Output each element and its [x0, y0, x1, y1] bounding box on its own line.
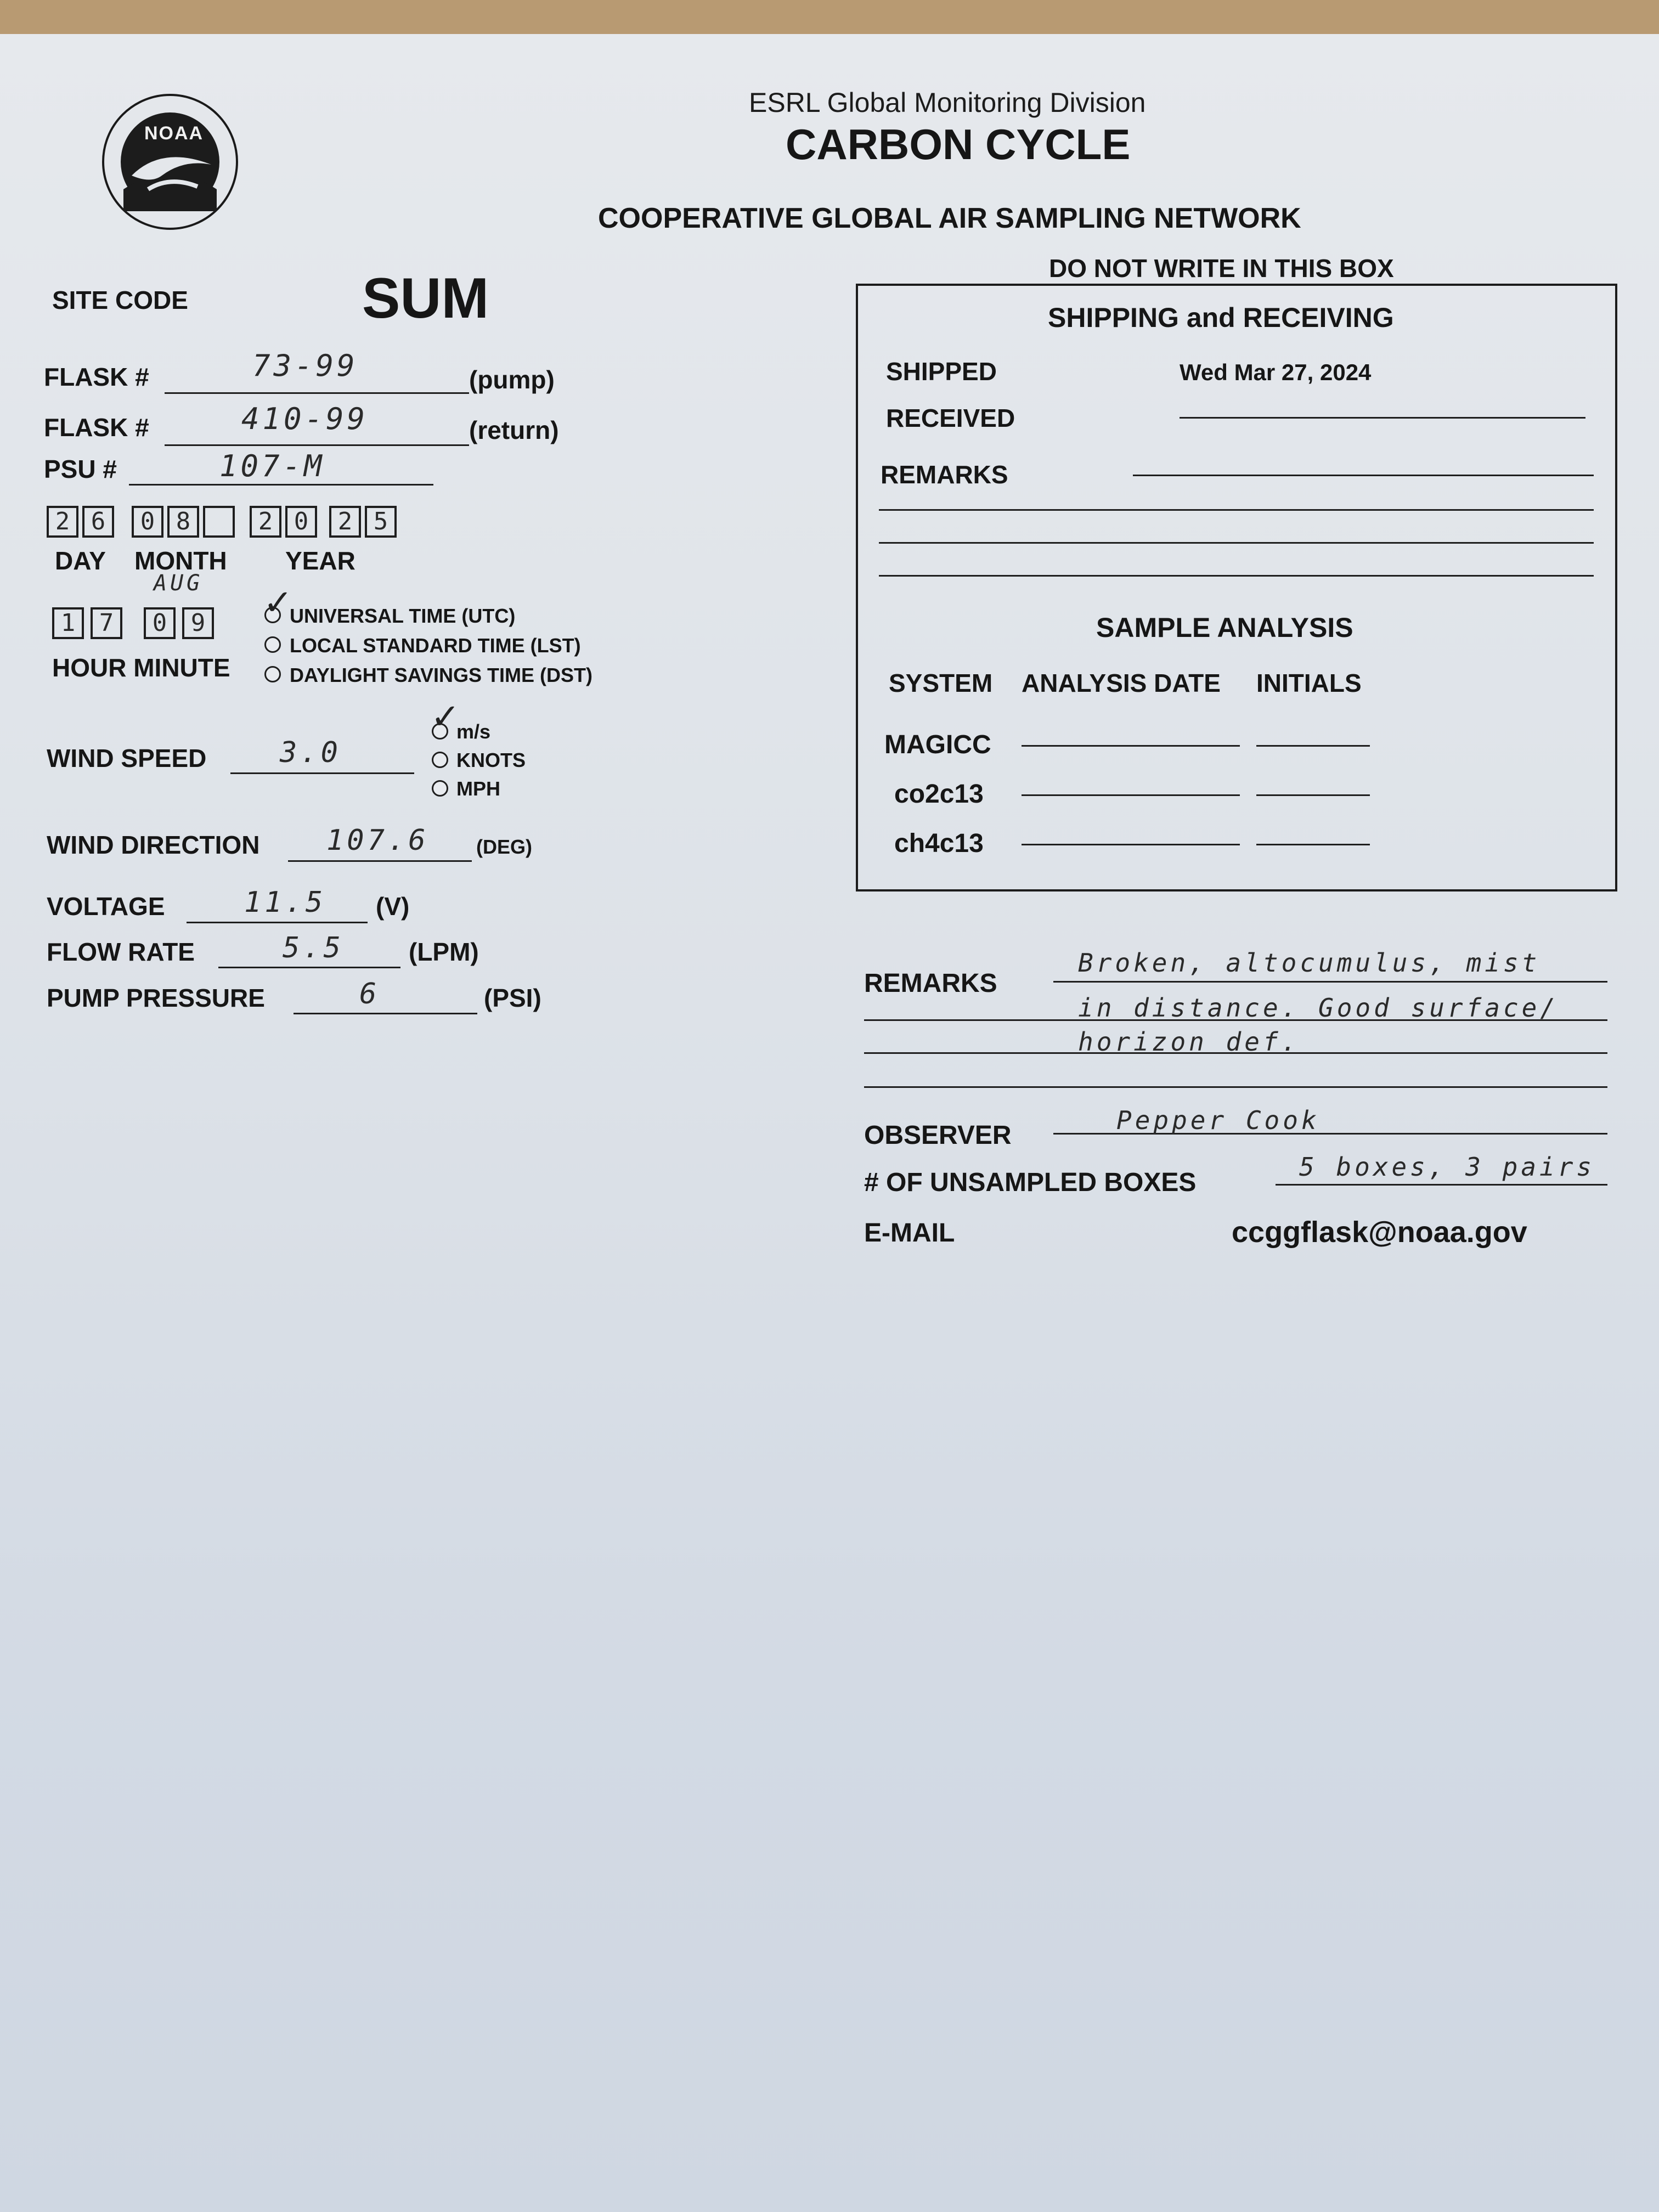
system-co2c13: co2c13	[894, 780, 984, 809]
sample-analysis-title: SAMPLE ANALYSIS	[1096, 612, 1353, 643]
do-not-write-notice: DO NOT WRITE IN THIS BOX	[1049, 254, 1394, 283]
month-note: AUG	[154, 571, 204, 596]
division-name: ESRL Global Monitoring Division	[749, 87, 1146, 118]
hour-minute-label: HOUR MINUTE	[52, 653, 230, 682]
observer-label: OBSERVER	[864, 1121, 1012, 1150]
pump-pressure-suffix: (PSI)	[484, 984, 541, 1012]
month-digit-1[interactable]: 0	[132, 506, 163, 538]
year-digit-3[interactable]: 2	[329, 506, 361, 538]
day-digit-1[interactable]: 2	[47, 506, 78, 538]
time-lst-label: LOCAL STANDARD TIME (LST)	[290, 634, 581, 657]
wind-direction-label: WIND DIRECTION	[47, 831, 260, 859]
minute-digit-2[interactable]: 9	[182, 607, 214, 639]
email-value: ccggflask@noaa.gov	[1232, 1216, 1527, 1249]
shipping-title: SHIPPING and RECEIVING	[1048, 302, 1394, 333]
flow-rate-label: FLOW RATE	[47, 938, 195, 966]
time-dst-label: DAYLIGHT SAVINGS TIME (DST)	[290, 664, 593, 686]
shipped-label: SHIPPED	[886, 357, 997, 386]
check-mark-icon: ✓	[263, 583, 293, 623]
network-name: COOPERATIVE GLOBAL AIR SAMPLING NETWORK	[598, 202, 1301, 234]
minute-digit-1[interactable]: 0	[144, 607, 176, 639]
system-column-header: SYSTEM	[889, 669, 993, 697]
hour-digit-2[interactable]: 7	[91, 607, 122, 639]
flask-pump-suffix: (pump)	[469, 365, 555, 394]
wind-unit-knots-radio[interactable]	[432, 752, 448, 768]
flow-rate-suffix: (LPM)	[409, 938, 479, 966]
year-digit-1[interactable]: 2	[250, 506, 281, 538]
day-digit-2[interactable]: 6	[82, 506, 114, 538]
unsampled-boxes-label: # OF UNSAMPLED BOXES	[864, 1168, 1197, 1197]
system-magicc: MAGICC	[884, 730, 991, 759]
wind-direction-suffix: (DEG)	[476, 836, 532, 858]
box-remarks-label: REMARKS	[881, 460, 1008, 489]
check-mark-icon: ✓	[431, 697, 460, 737]
time-dst-radio[interactable]	[264, 666, 281, 682]
time-lst-radio[interactable]	[264, 636, 281, 653]
flask-return-label: FLASK #	[44, 413, 149, 442]
initials-column-header: INITIALS	[1256, 669, 1362, 697]
wind-unit-ms-label: m/s	[456, 720, 491, 743]
system-ch4c13: ch4c13	[894, 829, 984, 858]
time-utc-label: UNIVERSAL TIME (UTC)	[290, 605, 516, 627]
wind-direction-value[interactable]: 107.6	[326, 824, 429, 857]
wind-speed-label: WIND SPEED	[47, 744, 207, 772]
psu-value[interactable]: 107-M	[219, 449, 325, 483]
pump-pressure-value[interactable]: 6	[359, 978, 380, 1011]
flask-pump-label: FLASK #	[44, 363, 149, 391]
voltage-label: VOLTAGE	[47, 892, 165, 921]
observer-value[interactable]: Pepper Cook	[1116, 1105, 1320, 1135]
year-digit-4[interactable]: 5	[365, 506, 397, 538]
wind-unit-mph-radio[interactable]	[432, 780, 448, 797]
year-label: YEAR	[285, 546, 356, 575]
month-digit-2[interactable]: 8	[167, 506, 199, 538]
day-label: DAY	[55, 546, 106, 575]
wind-unit-knots-label: KNOTS	[456, 749, 526, 771]
month-digit-3[interactable]	[203, 506, 235, 538]
email-label: E-MAIL	[864, 1218, 955, 1248]
month-label: MONTH	[134, 546, 227, 575]
received-label: RECEIVED	[886, 404, 1015, 432]
voltage-value[interactable]: 11.5	[244, 886, 326, 919]
shipped-value: Wed Mar 27, 2024	[1180, 359, 1372, 385]
remarks-line-3[interactable]: horizon def.	[1078, 1027, 1300, 1057]
voltage-suffix: (V)	[376, 892, 410, 921]
site-code-label: SITE CODE	[52, 286, 188, 314]
remarks-label: REMARKS	[864, 969, 997, 998]
analysis-date-column-header: ANALYSIS DATE	[1022, 669, 1221, 697]
site-code-value[interactable]: SUM	[362, 267, 489, 330]
hour-digit-1[interactable]: 1	[52, 607, 84, 639]
form-title: CARBON CYCLE	[786, 120, 1131, 168]
unsampled-boxes-value[interactable]: 5 boxes, 3 pairs	[1299, 1152, 1595, 1182]
noaa-logo	[101, 93, 239, 230]
wind-speed-value[interactable]: 3.0	[280, 736, 341, 769]
flow-rate-value[interactable]: 5.5	[283, 932, 344, 964]
wind-unit-mph-label: MPH	[456, 777, 500, 800]
year-digit-2[interactable]: 0	[285, 506, 317, 538]
flask-pump-value[interactable]: 73-99	[252, 348, 358, 383]
flask-return-value[interactable]: 410-99	[241, 402, 369, 436]
flask-return-suffix: (return)	[469, 416, 559, 444]
noaa-logo-text: NOAA	[144, 123, 204, 144]
remarks-line-1[interactable]: Broken, altocumulus, mist	[1078, 948, 1541, 978]
psu-label: PSU #	[44, 455, 117, 483]
remarks-line-2[interactable]: in distance. Good surface/	[1078, 993, 1559, 1023]
pump-pressure-label: PUMP PRESSURE	[47, 984, 265, 1012]
